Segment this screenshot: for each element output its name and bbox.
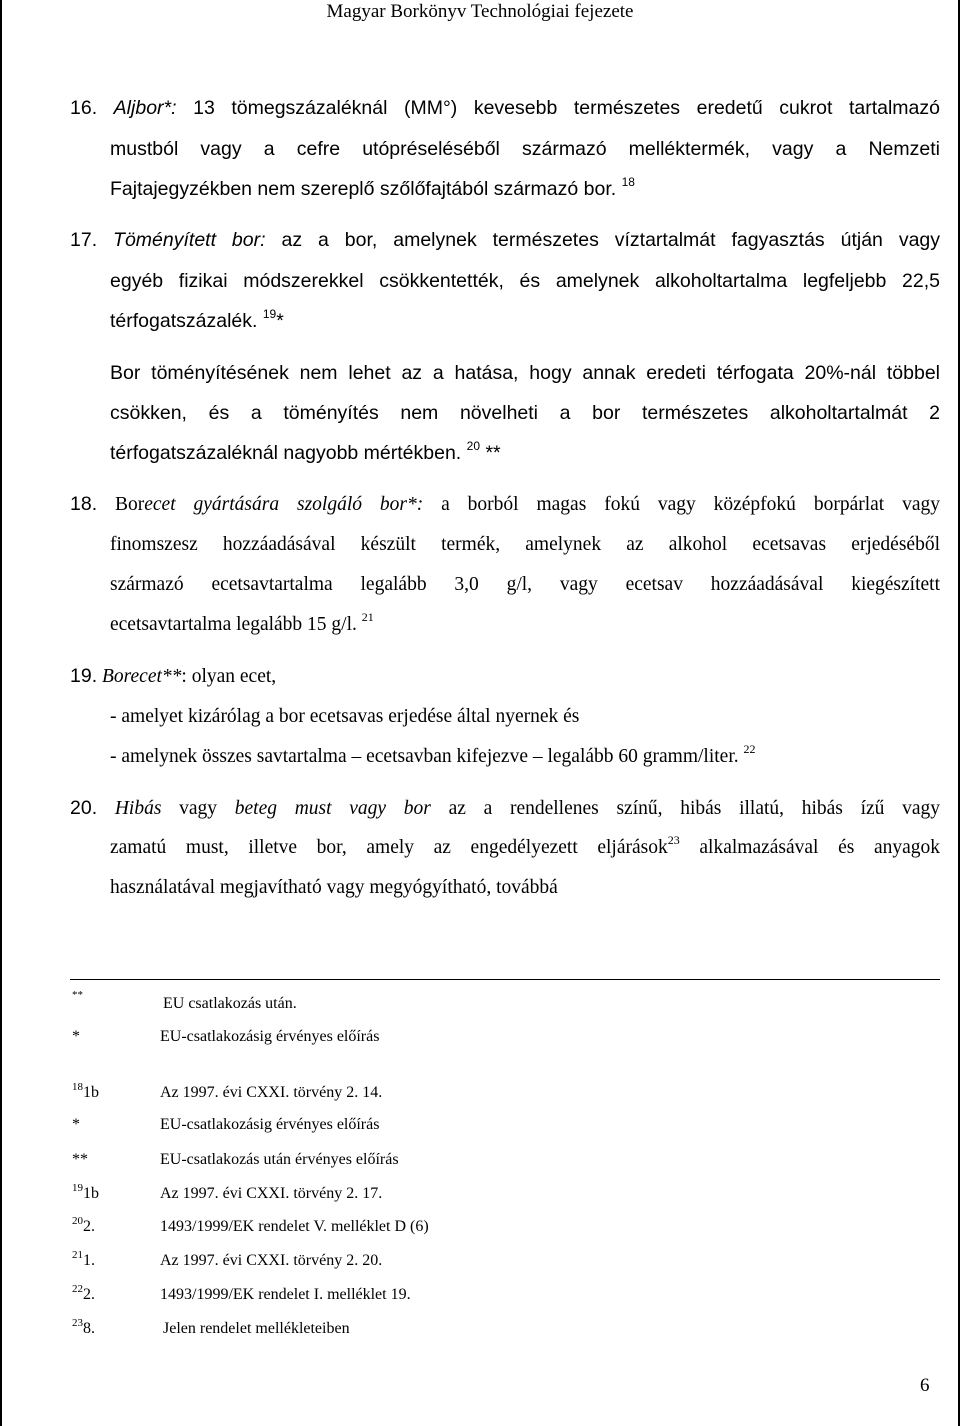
footnote-5-text: EU-csatlakozás után érvényes előírás — [160, 1151, 399, 1168]
footnote-ref: 21 — [361, 610, 374, 624]
footnote-ref: 19 — [262, 307, 277, 321]
footnote-7-text: 1493/1999/EK rendelet V. melléklet D (6) — [160, 1218, 429, 1235]
item-17-para2-line-2: csökken, és a töményítés nem növelheti a bor természetes alkoholtartalmát 2 — [110, 402, 940, 424]
item-20-line-3: használatával megjavítható vagy megyógyítható, továbbá — [110, 877, 558, 898]
item-number: 16. — [70, 97, 98, 119]
footnote-9-text: 1493/1999/EK rendelet I. melléklet 19. — [160, 1286, 411, 1303]
footnote-1: ** — [72, 989, 83, 1001]
item-number: 20. — [70, 797, 98, 819]
footnote-ref: 23 — [667, 833, 680, 847]
item-20 — [70, 795, 940, 822]
item-16-line-1: 16. Aljbor*: 13 tömegszázaléknál (MM°) kevesebb természetes eredetű cukrot tartalmazó — [70, 97, 940, 119]
item-19-bullet-1: - amelyet kizárólag a bor ecetsavas erjedése által nyernek és — [110, 706, 580, 727]
footnote-1-text: EU csatlakozás után. — [163, 995, 297, 1012]
footnote-ref: 20 — [466, 439, 481, 453]
item-17 — [70, 227, 940, 253]
term: Aljbor*: — [113, 97, 177, 119]
item-20-line-1: 20. Hibás vagy beteg must vagy bor az a rendellenes színű, hibás illatú, hibás ízű vagy — [70, 797, 941, 819]
footnote-3-text: Az 1997. évi CXXI. törvény 2. 14. — [160, 1084, 383, 1101]
page-border-left — [0, 0, 2, 1426]
item-19: 19. Borecet**: olyan ecet, — [70, 665, 277, 687]
footnote-separator — [70, 979, 940, 980]
item-16-line-3: Fajtajegyzékben nem szereplő szőlőfajtából származó bor. $^{18}$ — [110, 175, 635, 200]
footnote-2-text: EU-csatlakozásig érvényes előírás — [160, 1028, 380, 1045]
page-header: Magyar Borkönyv Technológiai fejezete — [326, 1, 634, 22]
term: Borecet** — [101, 666, 182, 687]
footnote-2-mark: * — [72, 1028, 80, 1045]
item-20-line-2: zamatú must, illetve bor, amely az engedélyezett eljárások$^{23}$ alkalmazásával és anyagok — [110, 833, 941, 858]
item-16 — [70, 95, 940, 121]
item-17-para2-line-3: térfogatszázaléknál nagyobb mértékben. $^{20}$ ** — [110, 439, 501, 464]
item-18 — [70, 491, 940, 518]
item-19-bullet-2: - amelynek összes savtartalma – ecetsavban kifejezve – legalább 60 gramm/liter. $^{22}$ — [110, 742, 756, 767]
term: ecet gyártására szolgáló bor*: — [144, 494, 424, 515]
item-18-line-1: 18. Borecet gyártására szolgáló bor*: a borból magas fokú vagy középfokú borpárlat vagy — [70, 493, 940, 515]
item-17-line-3: térfogatszázalék. $^{19}$* — [110, 307, 284, 332]
footnote-8-mark: $^{21}$1. — [72, 1249, 95, 1269]
footnote-7-mark: $^{20}$2. — [72, 1215, 95, 1235]
item-17-para2-line-1: Bor töményítésének nem lehet az a hatása, hogy annak eredeti térfogata 20%-nál többel — [110, 362, 940, 384]
item-17-line-1: 17. Töményített bor: az a bor, amelynek természetes víztartalmát fagyasztás útján vagy — [70, 229, 941, 251]
footnote-6-text: Az 1997. évi CXXI. törvény 2. 17. — [160, 1185, 383, 1202]
footnote-ref: 18 — [621, 175, 635, 189]
item-number: 17. — [70, 229, 98, 251]
item-number: 19. — [70, 665, 98, 687]
item-number: 18. — [70, 493, 98, 515]
footnote-ref: 22 — [743, 742, 756, 756]
footnote-8-text: Az 1997. évi CXXI. törvény 2. 20. — [160, 1252, 383, 1269]
item-18-line-2: finomszesz hozzáadásával készült termék, amelynek az alkohol ecetsavas erjedéséből — [110, 534, 940, 555]
term: Töményített bor: — [113, 229, 266, 251]
footnote-10-mark: $^{23}$8. — [72, 1317, 95, 1337]
footnote-4-text: EU-csatlakozásig érvényes előírás — [160, 1116, 380, 1133]
term: Hibás — [114, 798, 162, 819]
item-18-line-3: származó ecetsavtartalma legalább 3,0 g/l, vagy ecetsav hozzáadásával kiegészített — [110, 574, 940, 595]
page-number: 6 — [920, 1375, 930, 1396]
term: beteg must vagy bor — [234, 798, 431, 819]
item-16-line-2: mustból vagy a cefre utópréseléséből származó melléktermék, vagy a Nemzeti — [110, 138, 940, 160]
item-17-line-2: egyéb fizikai módszerekkel csökkentették, és amelynek alkoholtartalma legfeljebb 22,5 — [110, 270, 940, 292]
item-18-line-4: ecetsavtartalma legalább 15 g/l. $^{21}$ — [110, 610, 374, 635]
footnote-5-mark: ** — [72, 1151, 88, 1168]
footnote-3-mark: $^{18}$1b — [72, 1081, 99, 1101]
footnote-6-mark: $^{19}$1b — [72, 1182, 99, 1202]
footnote-10-text: Jelen rendelet mellékleteiben — [163, 1320, 350, 1337]
footnote-9-mark: $^{22}$2. — [72, 1283, 95, 1303]
footnote-4-mark: * — [72, 1116, 80, 1133]
